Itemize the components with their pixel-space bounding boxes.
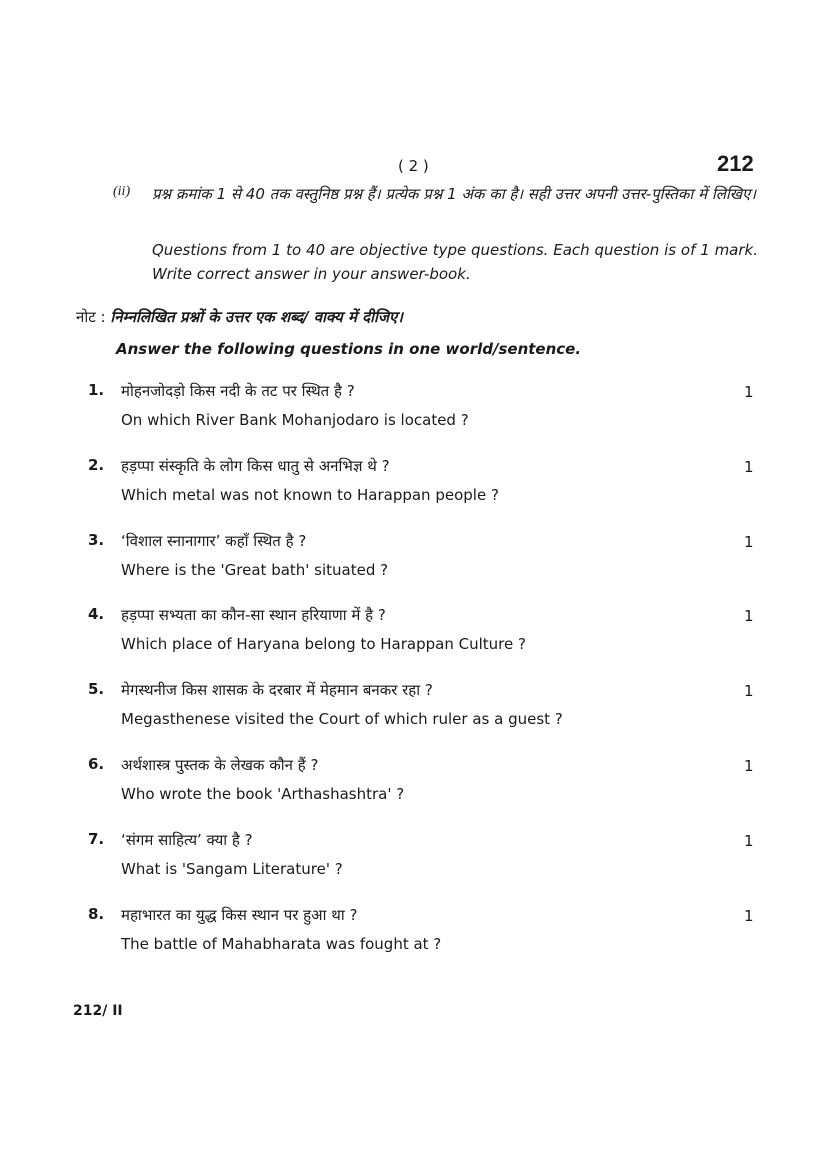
question-hindi: मोहनजोदड़ो किस नदी के तट पर स्थित है ?	[121, 382, 355, 400]
instruction-marker: (ii)	[113, 184, 131, 199]
question-marks: 1	[744, 607, 754, 625]
note-label: नोट :	[76, 308, 106, 326]
page-number: ( 2 )	[398, 157, 429, 175]
question-hindi: मेगस्थनीज किस शासक के दरबार में मेहमान बनकर रहा ?	[121, 681, 433, 699]
question-hindi: ‘विशाल स्नानागार’ कहाँ स्थित है ?	[121, 532, 307, 550]
question-item	[0, 905, 826, 975]
question-english: The battle of Mahabharata was fought at ?	[121, 935, 442, 953]
question-english: What is 'Sangam Literature' ?	[121, 860, 343, 878]
question-number: 4.	[88, 605, 105, 623]
question-item	[0, 755, 826, 825]
note-hindi	[76, 307, 403, 327]
question-hindi: हड़प्पा संस्कृति के लोग किस धातु से अनभिज्ञ थे ?	[121, 457, 390, 475]
question-hindi: हड़प्पा सभ्यता का कौन-सा स्थान हरियाणा में है ?	[121, 606, 386, 624]
question-marks: 1	[744, 757, 754, 775]
question-number: 5.	[88, 680, 105, 698]
question-item	[0, 456, 826, 526]
question-english: Megasthenese visited the Court of which ruler as a guest ?	[121, 710, 563, 728]
question-item	[0, 680, 826, 750]
footer-code: 212/ II	[73, 1003, 123, 1019]
question-english: Which metal was not known to Harappan people ?	[121, 486, 499, 504]
question-marks: 1	[744, 682, 754, 700]
question-item	[0, 605, 826, 675]
question-hindi: महाभारत का युद्ध किस स्थान पर हुआ था ?	[121, 906, 358, 924]
question-item	[0, 531, 826, 601]
question-number: 1.	[88, 381, 105, 399]
question-hindi: ‘संगम साहित्य’ क्या है ?	[121, 831, 253, 849]
question-number: 6.	[88, 755, 105, 773]
question-number: 3.	[88, 531, 105, 549]
question-number: 8.	[88, 905, 105, 923]
question-marks: 1	[744, 832, 754, 850]
question-item	[0, 381, 826, 451]
question-english: Where is the 'Great bath' situated ?	[121, 561, 389, 579]
note-text: निम्नलिखित प्रश्नों के उत्तर एक शब्द/ वाक्य में दीजिए।	[110, 308, 403, 326]
question-english: Which place of Haryana belong to Harappan Culture ?	[121, 635, 526, 653]
question-hindi: अर्थशास्त्र पुस्तक के लेखक कौन हैं ?	[121, 756, 319, 774]
question-number: 7.	[88, 830, 105, 848]
paper-code: 212	[717, 151, 754, 176]
instruction-english: Questions from 1 to 40 are objective type questions. Each question is of 1 mark. Write correct answer in your answer-book.	[152, 241, 758, 283]
note-english: Answer the following questions in one world/sentence.	[116, 340, 582, 358]
question-english: Who wrote the book 'Arthashashtra' ?	[121, 785, 405, 803]
question-number: 2.	[88, 456, 105, 474]
instruction-hindi: प्रश्न क्रमांक 1 से 40 तक वस्तुनिष्ठ प्रश्न हैं। प्रत्येक प्रश्न 1 अंक का है। सही उत्तर अपनी उत्तर-पुस्तिका में लिखिए।	[152, 185, 757, 203]
question-marks: 1	[744, 907, 754, 925]
question-marks: 1	[744, 458, 754, 476]
question-marks: 1	[744, 383, 754, 401]
question-marks: 1	[744, 533, 754, 551]
question-english: On which River Bank Mohanjodaro is located ?	[121, 411, 469, 429]
question-item	[0, 830, 826, 900]
